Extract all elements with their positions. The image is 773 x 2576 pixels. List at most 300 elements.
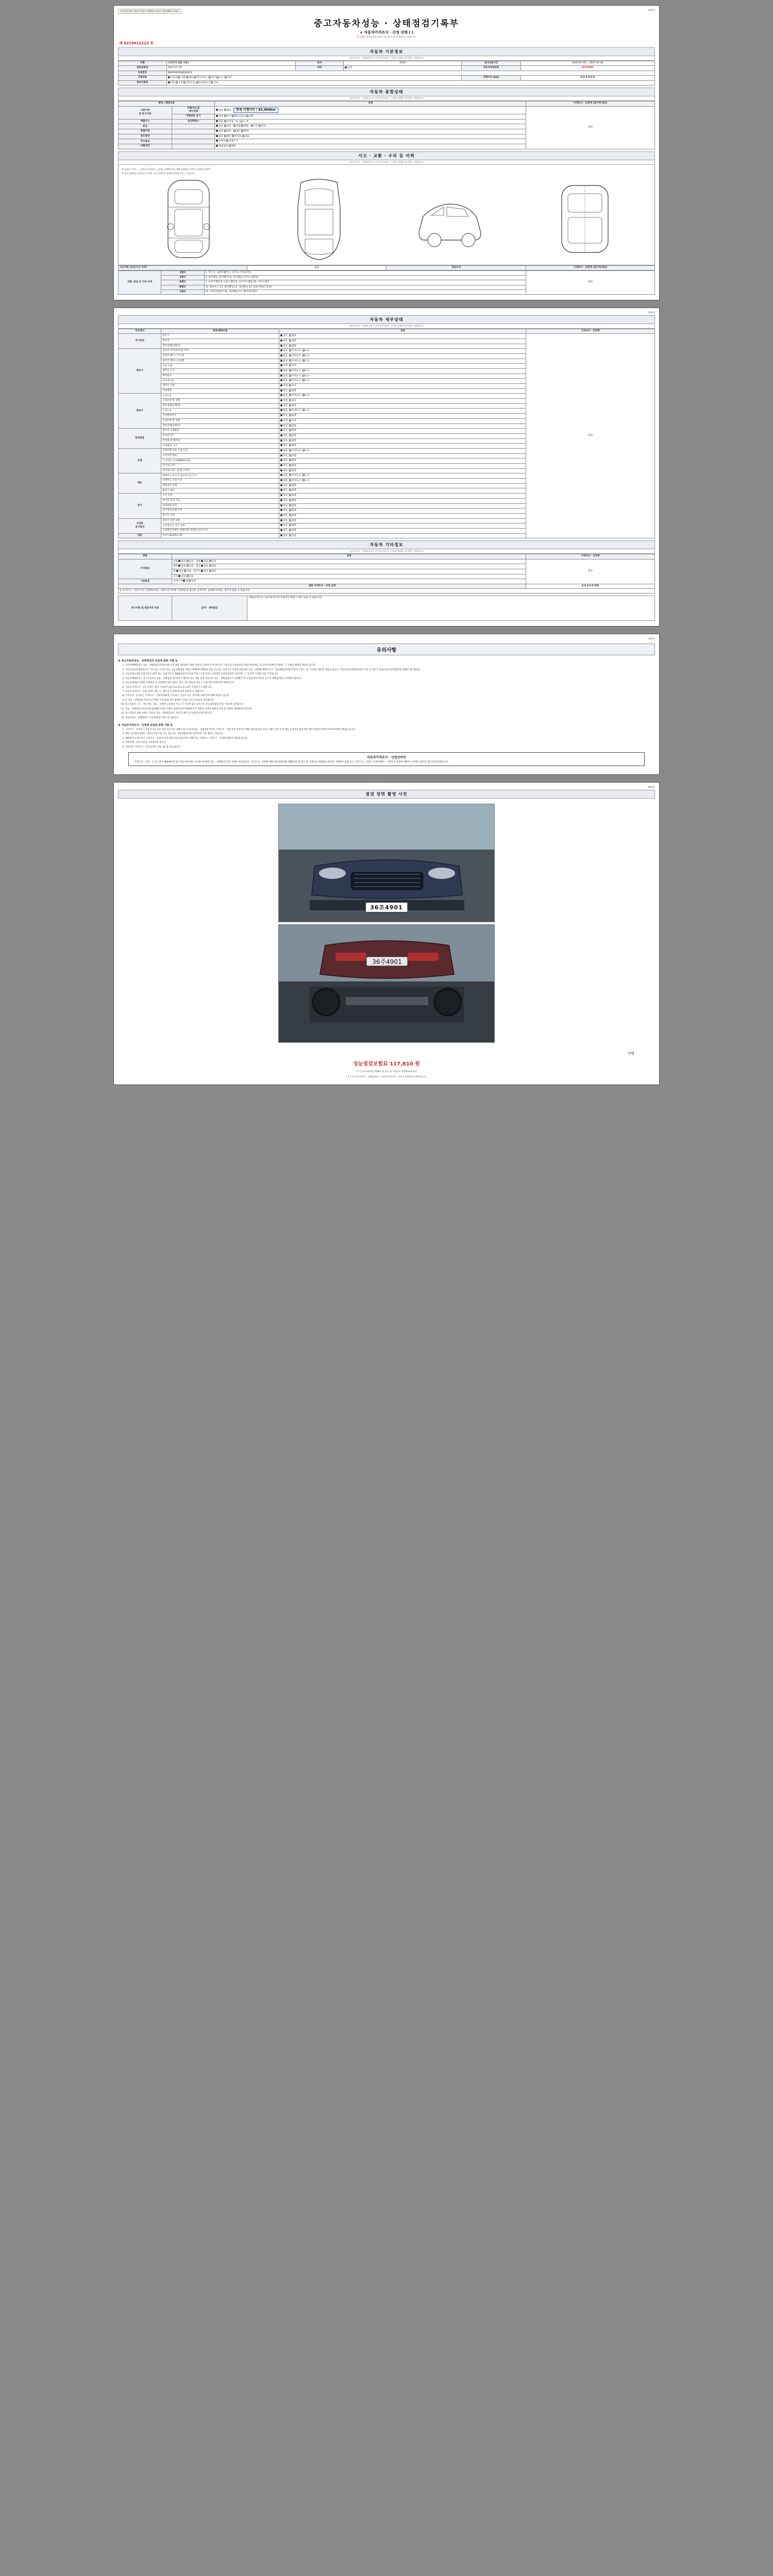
detail-table-body bbox=[119, 334, 655, 538]
label-fuel: 사용연료 bbox=[119, 76, 167, 81]
checkbox-plate-good[interactable] bbox=[216, 115, 218, 117]
checkbox-alt1[interactable] bbox=[289, 349, 291, 351]
checkbox-alt2[interactable] bbox=[303, 449, 305, 451]
checkbox-usechange-official[interactable] bbox=[242, 135, 244, 137]
checkbox-polish-yes[interactable] bbox=[187, 565, 189, 567]
checkbox-good[interactable] bbox=[280, 414, 282, 416]
checkbox-good[interactable] bbox=[280, 425, 282, 427]
checkbox-alt1[interactable] bbox=[289, 454, 291, 456]
detail-part-state: 양호 불량 bbox=[279, 438, 526, 444]
checkbox-alt1[interactable] bbox=[289, 439, 291, 442]
checkbox-alt1[interactable] bbox=[289, 434, 291, 436]
detail-group-label: 조향 bbox=[119, 448, 161, 473]
detail-group-label: 고전원 전기장치 bbox=[119, 518, 161, 533]
checkbox-good[interactable] bbox=[280, 389, 282, 392]
price-survey-guide-title: 자동차가격조사 · 산정선의안 bbox=[366, 756, 406, 760]
checkbox-alt1[interactable] bbox=[289, 379, 291, 381]
checkbox-good[interactable] bbox=[280, 489, 282, 491]
header-other-state: 상태 bbox=[172, 554, 526, 559]
notice-item: 3. 자동차성능상태 보장기간은 30일 또는 보증거리가 2000킬로미터이상(이전 / 고장 이상), 보증계약 신청일로부터 이상이며, 그 중 먼저 도래한 것을 기준입니다. bbox=[125, 673, 655, 676]
damaged-parts-table bbox=[118, 270, 655, 295]
section-photos-bar: 점검 장면 촬영 사진 bbox=[118, 790, 655, 799]
checkbox-basic-yes[interactable] bbox=[189, 580, 191, 582]
checkbox-recall-none[interactable] bbox=[216, 145, 218, 147]
detail-part-state: 양호 불량 bbox=[279, 464, 526, 469]
checkbox-trans-cvt[interactable] bbox=[196, 81, 198, 83]
row-sub-special bbox=[172, 129, 215, 134]
checkbox-usechange-none[interactable] bbox=[216, 135, 218, 137]
checkbox-fuel-gasoline[interactable] bbox=[168, 76, 170, 78]
checkbox-good[interactable] bbox=[280, 474, 282, 476]
checkbox-alt1[interactable] bbox=[289, 444, 291, 446]
checkbox-good[interactable] bbox=[280, 534, 282, 536]
detail-part-name: 연료누출(LPG포함) bbox=[161, 533, 279, 538]
notice-item: 11. 성능 · 상태점검기록부(성능점검확인서)에 기재된 내용에 따라 매매계약 후 반환된 금액에 대하여 보증 및 계약을 체결하여야 합니다. bbox=[125, 708, 655, 711]
checkbox-alt1[interactable] bbox=[289, 429, 291, 431]
checkbox-alt1[interactable] bbox=[289, 489, 291, 491]
value-year: 2019 bbox=[344, 61, 462, 66]
detail-part-state: 적정 부족 bbox=[279, 418, 526, 423]
row-sub-usechange bbox=[172, 134, 215, 139]
checkbox-co-fail[interactable] bbox=[224, 120, 226, 122]
table-row bbox=[119, 589, 655, 594]
notice-item: 4. 특별이행 · 산정 부분을 고려하여야 합니다. bbox=[125, 741, 655, 744]
checkbox-fuel-etc[interactable] bbox=[225, 76, 227, 78]
checkbox-good[interactable] bbox=[280, 444, 282, 446]
checkbox-good[interactable] bbox=[280, 509, 282, 511]
checkbox-alt1[interactable] bbox=[289, 534, 291, 536]
checkbox-fuel-diesel[interactable] bbox=[178, 76, 180, 78]
checkbox-alt1[interactable] bbox=[289, 499, 291, 501]
checkbox-alt1[interactable] bbox=[289, 474, 291, 476]
car-outline-side-svg bbox=[411, 175, 488, 263]
overall-condition-table bbox=[118, 101, 655, 149]
checkbox-good[interactable] bbox=[280, 384, 282, 386]
checkbox-tire-yes[interactable] bbox=[209, 570, 211, 572]
row-label-usage: 사용이력 및 특기사항 bbox=[119, 106, 172, 119]
label-trans: 변속기종류 bbox=[119, 80, 167, 86]
rank-2: 2랭크 bbox=[161, 276, 204, 280]
value-fuel: 가솔린 디젤 LPG 하이브리드 전기 수소 기타 bbox=[166, 76, 462, 81]
checkbox-good[interactable] bbox=[280, 479, 282, 481]
rank-2-text: 5. 쿼터패널 (리어휀더) 6. 루프패널 (사이드실패널) bbox=[204, 276, 526, 280]
checkbox-tire-none[interactable] bbox=[201, 570, 203, 572]
checkbox-alt1[interactable] bbox=[289, 360, 291, 362]
car-diagram-bottom bbox=[546, 175, 624, 263]
checkbox-alt1[interactable] bbox=[289, 409, 291, 411]
detail-condition-table bbox=[118, 329, 655, 538]
detail-part-state: 없음 미세누유 누유 bbox=[279, 409, 526, 414]
detail-part-name: 실린더 블록 / 오일팬 bbox=[161, 359, 279, 364]
checkbox-alt1[interactable] bbox=[289, 464, 291, 466]
checkbox-plate-damage[interactable] bbox=[232, 115, 234, 117]
car-outline-front-svg bbox=[546, 175, 624, 263]
signature-row bbox=[118, 1048, 655, 1057]
checkbox-special-flood[interactable] bbox=[233, 130, 236, 132]
checkbox-recall-yes[interactable] bbox=[229, 145, 231, 147]
signature-label: 서명 bbox=[627, 1052, 634, 1056]
checkbox-alt1[interactable] bbox=[289, 404, 291, 406]
checkbox-alt1[interactable] bbox=[289, 369, 291, 371]
detail-part-name: 오일유량 및 상태 bbox=[161, 418, 279, 423]
price-col-detail: 만원 bbox=[526, 334, 655, 538]
checkbox-roof-none[interactable] bbox=[201, 565, 203, 567]
table-row bbox=[119, 596, 655, 621]
detail-part-name: 스티어링 펌프 bbox=[161, 453, 279, 459]
doc-subtitle bbox=[118, 30, 655, 35]
detail-part-name: 실내송풍 모터 bbox=[161, 503, 279, 509]
notice-list-price bbox=[118, 728, 655, 749]
detail-part-state: 적정 부족 bbox=[279, 399, 526, 404]
header-other-item: 항목 bbox=[119, 554, 172, 559]
accident-summary-table bbox=[118, 265, 655, 270]
doc-note: ※ 뒤쪽의 유의사항을 반드시 읽어보신 후 작성하시기 바랍니다. bbox=[357, 36, 416, 38]
checkbox-fuel-hydrogen[interactable] bbox=[216, 76, 219, 78]
checkbox-alt1[interactable] bbox=[289, 364, 291, 366]
checkbox-good[interactable] bbox=[280, 340, 282, 342]
checkbox-alt2[interactable] bbox=[303, 379, 305, 381]
photo-area bbox=[118, 799, 655, 1048]
mileage-highlight: 현재 이행거리 | 83,984km bbox=[233, 108, 278, 113]
checkbox-good[interactable] bbox=[280, 404, 282, 406]
table-row bbox=[119, 271, 655, 276]
detail-part-name: 스티어링 기어(MDPS포함) bbox=[161, 459, 279, 464]
notice-item: 1. 자동차매매업자는 성능 · 상태점검기록부(이하 산정 내용 제외)에 기재한 내용을 교부하기 아니하거나 거짓으로 교부할(포함 배상 배책 매도 및 교부) 발생한 문제에도 그 손해를 배상할 책임을 집니다. bbox=[125, 664, 655, 667]
checkbox-tuning-none[interactable] bbox=[216, 125, 218, 127]
checkbox-good[interactable] bbox=[280, 394, 282, 396]
damage-diagram-panel bbox=[118, 165, 655, 265]
checkbox-alt1[interactable] bbox=[289, 345, 291, 347]
checkbox-alt2[interactable] bbox=[303, 474, 305, 476]
rank-b: B랭크 bbox=[161, 285, 204, 290]
checkbox-good[interactable] bbox=[280, 409, 282, 411]
checkbox-color-none[interactable] bbox=[216, 140, 218, 142]
detail-part-state: 양호 불량 bbox=[279, 523, 526, 529]
checkbox-usechange-biz[interactable] bbox=[232, 135, 234, 137]
row-state-tuning: 없음 있음 적법 불법 구조 장치 bbox=[215, 124, 526, 129]
checkbox-fuel-lpg[interactable] bbox=[186, 76, 188, 78]
checkbox-basic-none[interactable] bbox=[183, 580, 185, 582]
checkbox-alt1[interactable] bbox=[289, 514, 291, 516]
checkbox-good[interactable] bbox=[280, 484, 282, 486]
detail-part-name: 동력조향 작동 오일 누유 bbox=[161, 448, 279, 453]
checkbox-good[interactable] bbox=[280, 524, 282, 526]
label-plate: 자동차등록번호 bbox=[462, 66, 521, 71]
header-price: 가격조사 · 산정액 (감가에 따른) bbox=[526, 101, 655, 106]
rank-b-text: 11. 휠하우스 12. 필러패널 13. 대쉬패널 14. 플로어패널 (실내) bbox=[204, 285, 526, 290]
checkbox-int-yes[interactable] bbox=[209, 560, 211, 562]
header-detail-state: 상태 bbox=[279, 329, 526, 333]
photo-front bbox=[278, 804, 495, 922]
row-state-plate: 양호 부식 훼손(침수) 교환 bbox=[215, 114, 526, 120]
checkbox-alt1[interactable] bbox=[289, 504, 291, 506]
row-sub-co: 일산화탄소 bbox=[172, 119, 215, 124]
photo-rear-illustration bbox=[279, 925, 495, 1043]
checkbox-good[interactable] bbox=[280, 334, 282, 336]
checkbox-alt1[interactable] bbox=[289, 414, 291, 416]
table-row bbox=[119, 584, 655, 588]
checkbox-color-full[interactable] bbox=[226, 140, 228, 142]
checkbox-alt1[interactable] bbox=[289, 479, 291, 481]
checkbox-trans-manual[interactable] bbox=[176, 81, 178, 83]
price-col-other: 외장 bbox=[526, 559, 655, 584]
checkbox-alt2[interactable] bbox=[303, 479, 305, 481]
checkbox-glass-yes[interactable] bbox=[187, 575, 189, 577]
checkbox-special-yes[interactable] bbox=[224, 130, 226, 132]
checkbox-good[interactable] bbox=[280, 399, 282, 401]
detail-part-state: 양호 불량 bbox=[279, 338, 526, 344]
checkbox-alt1[interactable] bbox=[289, 484, 291, 486]
notice-item: 5. 자동차의 가격조사 · 산정 금액은 단순 참고용 자료입니다. bbox=[125, 746, 655, 749]
detail-part-state: 양호 불량 bbox=[279, 444, 526, 449]
checkbox-tuning-structure[interactable] bbox=[251, 125, 253, 127]
checkbox-alt1[interactable] bbox=[289, 425, 291, 427]
header-item: 항목 / 해당부품 bbox=[119, 101, 215, 106]
checkbox-trans-auto[interactable] bbox=[168, 81, 170, 83]
checkbox-good[interactable] bbox=[280, 449, 282, 451]
checkbox-mileage-bad[interactable] bbox=[224, 109, 226, 111]
checkbox-good[interactable] bbox=[280, 519, 282, 521]
basic-info-table bbox=[118, 61, 655, 86]
detail-part-state: 양호 불량 bbox=[279, 494, 526, 499]
checkbox-alt1[interactable] bbox=[289, 354, 291, 357]
checkbox-trans-semi[interactable] bbox=[183, 81, 186, 83]
section-other-note: (자동차성능 · 상태점검자가 자동차가격조사 · 산정을 함께할 경우에만 기재합니다) bbox=[118, 549, 655, 554]
value-memo-text[interactable]: 조회(자격조사 / 중고차 특수차 부분적인 판결 도색은 있을 수 있습니다) bbox=[247, 596, 654, 621]
detail-group-label: 연료 bbox=[119, 533, 161, 538]
docnum-value: 0229012223 bbox=[124, 41, 149, 45]
label-inspect-period: 검사유효기간 bbox=[462, 61, 521, 66]
section-detail-note: (자동차성능 · 상태점검자가 자동차가격조사 · 산정을 함께할 경우에만 기재합니다) bbox=[118, 324, 655, 329]
docnum-suffix: 호 bbox=[150, 41, 154, 45]
checkbox-roof-yes[interactable] bbox=[209, 565, 211, 567]
checkbox-good[interactable] bbox=[280, 379, 282, 381]
detail-part-state: 없음 미세누수 누수 bbox=[279, 374, 526, 379]
table-header-row bbox=[119, 329, 655, 333]
page-1 bbox=[113, 5, 660, 300]
detail-part-state: 양호 불량 bbox=[279, 503, 526, 509]
detail-part-name: 고전원전기배선 상태(피복,커넥터,보호기구) bbox=[161, 528, 279, 533]
insurance-fee-line bbox=[118, 1057, 655, 1069]
plate-number-front: 36조4901 bbox=[365, 902, 408, 912]
checkbox-alt1[interactable] bbox=[289, 340, 291, 342]
checkbox-alt1[interactable] bbox=[289, 459, 291, 461]
checkbox-good[interactable] bbox=[280, 464, 282, 466]
table-row bbox=[119, 66, 655, 71]
value-plate: 36주4901 bbox=[520, 66, 654, 71]
checkbox-alt2[interactable] bbox=[303, 360, 305, 362]
detail-part-state: 없음 미세누유 누유 bbox=[279, 359, 526, 364]
detail-part-name: 배력장치 상태 bbox=[161, 483, 279, 488]
photo-rear-underbody bbox=[278, 924, 495, 1043]
detail-part-state: 양호 불량 bbox=[279, 513, 526, 518]
detail-part-name: 워터펌프 bbox=[161, 374, 279, 379]
notice-head-2: ※ 자동차가격조사 · 산정에 보증에 관한 사항 등 bbox=[118, 724, 173, 727]
page-number-1: (1/4쪽) bbox=[648, 9, 655, 11]
detail-part-state: 양호 불량 bbox=[279, 453, 526, 459]
checkbox-fuel-electric[interactable] bbox=[209, 76, 211, 78]
detail-part-state: 양호 불량 bbox=[279, 334, 526, 339]
label-year: 연식 bbox=[295, 61, 344, 66]
checkbox-alt1[interactable] bbox=[289, 509, 291, 511]
checkbox-good[interactable] bbox=[280, 469, 282, 471]
rank-1: 1랭크 bbox=[161, 271, 204, 276]
detail-part-name: 오일누유 bbox=[161, 409, 279, 414]
checkbox-alt1[interactable] bbox=[289, 449, 291, 451]
checkbox-plate-change[interactable] bbox=[246, 115, 248, 117]
checkbox-alt1[interactable] bbox=[289, 394, 291, 396]
checkbox-co-pass[interactable] bbox=[216, 120, 218, 122]
checkbox-fuel-hybrid[interactable] bbox=[194, 76, 196, 78]
detail-part-name: 추진축 및 베어링 bbox=[161, 438, 279, 444]
checkbox-tuning-device[interactable] bbox=[259, 125, 261, 127]
detail-part-name: 구동축전지 격리 상태 bbox=[161, 523, 279, 529]
checkbox-good[interactable] bbox=[280, 434, 282, 436]
price-col-accident: 만원 bbox=[526, 271, 655, 295]
checkbox-wheel-yes[interactable] bbox=[184, 570, 186, 572]
checkbox-good[interactable] bbox=[280, 439, 282, 442]
checkbox-alt1[interactable] bbox=[289, 469, 291, 471]
checkbox-alt2[interactable] bbox=[303, 369, 305, 371]
insurance-fee-value: 117,810 원 bbox=[390, 1061, 420, 1067]
checkbox-wheel-none[interactable] bbox=[176, 570, 178, 572]
detail-group-label: 원동기 bbox=[119, 349, 161, 394]
detail-part-name: 오일유량 및 상태 bbox=[161, 399, 279, 404]
checkbox-int-none[interactable] bbox=[201, 560, 203, 562]
detail-part-name: 실린더 커버(로커암) 커버 bbox=[161, 349, 279, 354]
notice-title: 유의사항 bbox=[118, 643, 655, 655]
row-sub-color2 bbox=[172, 139, 215, 144]
label-memo: 특기사항 및 점검자의 의견 bbox=[119, 596, 172, 621]
checkbox-good[interactable] bbox=[280, 529, 282, 531]
detail-part-name: 충전구 절연 상태 bbox=[161, 518, 279, 523]
checkbox-alt2[interactable] bbox=[303, 354, 305, 357]
detail-part-name: 변속기 bbox=[161, 338, 279, 344]
checkbox-good[interactable] bbox=[280, 419, 282, 421]
checkbox-tuning-legal[interactable] bbox=[233, 125, 236, 127]
section-accident-bar: 사고 · 교환 · 수리 등 이력 bbox=[118, 151, 655, 160]
checkbox-alt2[interactable] bbox=[303, 409, 305, 411]
page-3-topbar bbox=[118, 637, 655, 640]
checkbox-usechange-rent[interactable] bbox=[224, 135, 226, 137]
checkbox-glass-none[interactable] bbox=[178, 575, 180, 577]
section-overall-bar: 자동차 종합상태 bbox=[118, 88, 655, 96]
car-diagrams bbox=[121, 175, 652, 263]
checkbox-alt1[interactable] bbox=[289, 529, 291, 531]
docnum-prefix: 제 bbox=[119, 41, 123, 45]
label-accident-history: 사고이력 (교차/사고 유무) bbox=[119, 265, 247, 270]
table-row bbox=[119, 106, 655, 114]
checkbox-special-fire[interactable] bbox=[241, 130, 243, 132]
checkbox-good[interactable] bbox=[280, 504, 282, 506]
checkbox-alt1[interactable] bbox=[289, 389, 291, 392]
value-accident-history: 없음 bbox=[247, 265, 386, 270]
checkbox-alt2[interactable] bbox=[303, 349, 305, 351]
checkbox-good[interactable] bbox=[280, 494, 282, 496]
checkbox-alt1[interactable] bbox=[289, 375, 291, 377]
checkbox-polish-none[interactable] bbox=[178, 565, 180, 567]
memo-table bbox=[118, 596, 655, 621]
label-accident-price: 가격조사 · 산정액 (감가에 따른) bbox=[526, 265, 655, 270]
detail-part-state: 양호 불량 bbox=[279, 488, 526, 494]
checkbox-good[interactable] bbox=[280, 360, 282, 362]
checkbox-alt2[interactable] bbox=[303, 375, 305, 377]
diagram-legend-2: ※ 하단 당해부품 설명 적고주의해, 기타 차량특성 상태에 영향을 끼칠 수 있습니다. bbox=[122, 172, 196, 175]
checkbox-good[interactable] bbox=[280, 429, 282, 431]
checkbox-good[interactable] bbox=[280, 499, 282, 501]
checkbox-tuning-illegal[interactable] bbox=[241, 125, 243, 127]
rank-a-text: 7. 프론트패널 8. 크로스멤버 9. 인사이드패널 10. 사이드멤버 bbox=[204, 280, 526, 285]
notice-item: 8. 가격조사 · 산정자는 가격조사 · 산정에 대하여 고의 또는 과실이 있는 경우에만 매수인에 대해 책임을 집니다. bbox=[125, 694, 655, 698]
detail-part-state: 없음 미세누유 누유 bbox=[279, 349, 526, 354]
checkbox-alt1[interactable] bbox=[289, 399, 291, 401]
label-memo-sub: 금액 · 내역점검 bbox=[172, 596, 247, 621]
table-row bbox=[119, 559, 655, 564]
checkbox-color-single[interactable] bbox=[345, 66, 347, 69]
price-col-overall: 만원 bbox=[526, 106, 655, 149]
checkbox-alt1[interactable] bbox=[289, 419, 291, 421]
row-label-color2: 주요옵션 bbox=[119, 139, 172, 144]
checkbox-alt1[interactable] bbox=[289, 519, 291, 521]
checkbox-special-none[interactable] bbox=[216, 130, 218, 132]
table-header-row bbox=[119, 101, 655, 106]
checkbox-trans-etc[interactable] bbox=[211, 81, 213, 83]
checkbox-tuning-yes[interactable] bbox=[224, 125, 226, 127]
table-row bbox=[119, 76, 655, 81]
detail-part-state: 없음 미세누수 누수 bbox=[279, 379, 526, 384]
header-other-price: 가격조사 · 산정액 bbox=[526, 554, 655, 559]
label-color: 색상 bbox=[295, 66, 344, 71]
checkbox-alt1[interactable] bbox=[289, 494, 291, 496]
checkbox-good[interactable] bbox=[280, 459, 282, 461]
checkbox-good[interactable] bbox=[280, 354, 282, 357]
section-basic-info-note: (자동차성능 · 상태점검자가 자동차가격조사 · 산정을 함께할 경우에만 기재합니다) bbox=[118, 56, 655, 61]
checkbox-good[interactable] bbox=[280, 349, 282, 351]
checkbox-plate-corrosion[interactable] bbox=[224, 115, 226, 117]
insurance-fee-label: 성능점검보험료 bbox=[353, 1061, 388, 1067]
checkbox-good[interactable] bbox=[280, 369, 282, 371]
checkbox-good[interactable] bbox=[280, 514, 282, 516]
checkbox-alt1[interactable] bbox=[289, 334, 291, 336]
car-diagram-front-left bbox=[150, 175, 227, 263]
checkbox-ext-none[interactable] bbox=[178, 560, 180, 562]
detail-part-name: 냉각수 누수 bbox=[161, 368, 279, 374]
page-number-4: (4/4쪽) bbox=[648, 786, 655, 789]
checkbox-good[interactable] bbox=[280, 454, 282, 456]
label-parts-title: 교환, 판금 등 이상 부위 bbox=[119, 271, 161, 295]
checkbox-good[interactable] bbox=[280, 375, 282, 377]
row-label-special: 특별이력 bbox=[119, 129, 172, 134]
page-2 bbox=[113, 308, 660, 626]
page-2-topbar bbox=[118, 311, 655, 314]
checkbox-alt1[interactable] bbox=[289, 384, 291, 386]
footer-note-1: [ * ] 자동차관리법 제58조 및 같은 법 시행규칙 제120조에 따라 bbox=[356, 1070, 417, 1073]
checkbox-ext-yes[interactable] bbox=[187, 560, 189, 562]
detail-group-label: 자기진단 bbox=[119, 334, 161, 349]
detail-part-name: 배레이크 마스터 실린더오일 누유 bbox=[161, 473, 279, 479]
checkbox-mileage-good[interactable] bbox=[216, 109, 218, 111]
checkbox-good[interactable] bbox=[280, 364, 282, 366]
checkbox-alt1[interactable] bbox=[289, 524, 291, 526]
notice-item: 13. 자동차성능 · 상태점검은 성능점검장소에서 실시됩니다. bbox=[125, 717, 655, 720]
detail-part-name: 타이로드엔드 및 볼 조인트 bbox=[161, 468, 279, 473]
checkbox-alt2[interactable] bbox=[303, 394, 305, 396]
detail-part-state: 없음 미세누유 누유 bbox=[279, 353, 526, 359]
row-sub-option bbox=[172, 144, 215, 149]
checkbox-good[interactable] bbox=[280, 345, 282, 347]
table-header-row bbox=[119, 554, 655, 559]
detail-part-name: 윈도우 모터 bbox=[161, 513, 279, 518]
